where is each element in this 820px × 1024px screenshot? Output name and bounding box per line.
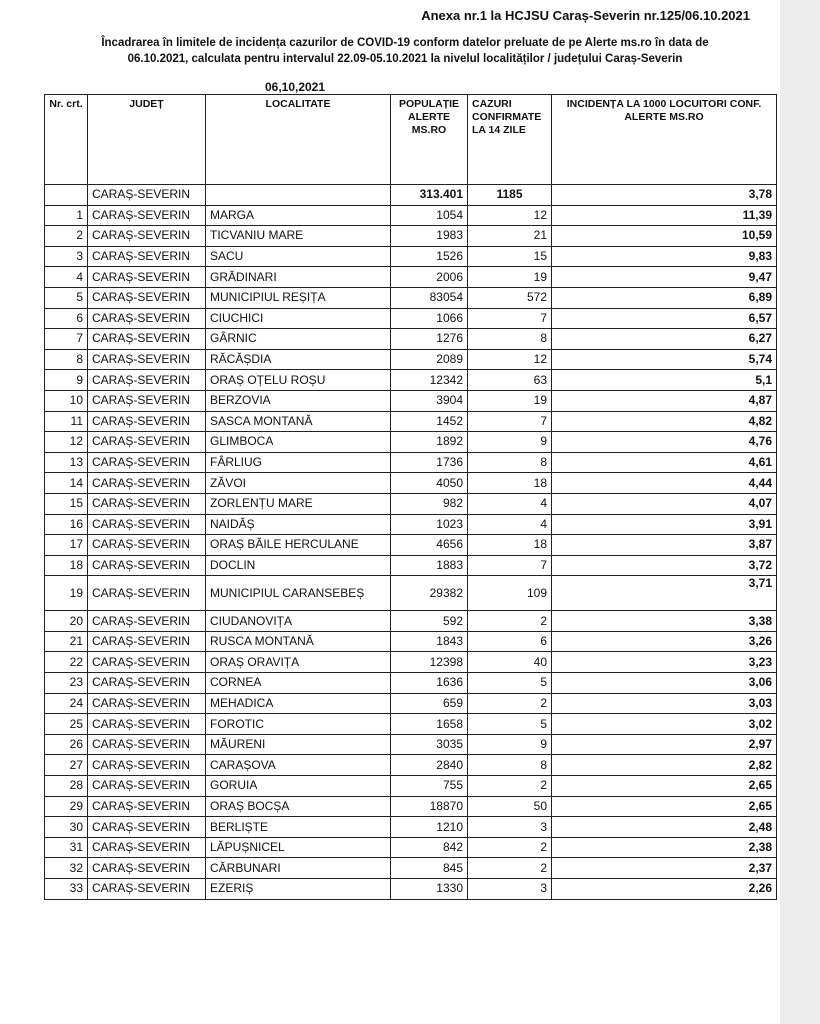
- cell-cases: 2: [468, 858, 552, 879]
- cell-population: 1892: [391, 432, 468, 453]
- cell-cases: 7: [468, 555, 552, 576]
- table-row: [45, 308, 777, 329]
- cell-population: 2006: [391, 267, 468, 288]
- table-row-total: [45, 185, 777, 206]
- table-row: [45, 514, 777, 535]
- cell-county: CARAȘ-SEVERIN: [88, 879, 206, 900]
- cell-locality: GORUIA: [206, 776, 391, 797]
- cell-locality: CIUCHICI: [206, 308, 391, 329]
- cell-locality: NAIDĂȘ: [206, 514, 391, 535]
- cell-population: 1843: [391, 631, 468, 652]
- cell-cases: 5: [468, 714, 552, 735]
- column-header-incidence: INCIDENȚA LA 1000 LOCUITORI CONF. ALERTE MS.RO: [552, 95, 777, 185]
- cell-cases: 3: [468, 817, 552, 838]
- cell-population: 1066: [391, 308, 468, 329]
- cell-nr: 9: [45, 370, 88, 391]
- cell-locality: ORAȘ BĂILE HERCULANE: [206, 535, 391, 556]
- cell-nr: 28: [45, 776, 88, 797]
- cell-incidence: 3,87: [552, 535, 777, 556]
- cell-locality: MARGA: [206, 205, 391, 226]
- cell-county: CARAȘ-SEVERIN: [88, 714, 206, 735]
- table-row: [45, 493, 777, 514]
- cell-population: 2089: [391, 349, 468, 370]
- cell-county: CARAȘ-SEVERIN: [88, 631, 206, 652]
- cell-nr: 16: [45, 514, 88, 535]
- cell-population: 1023: [391, 514, 468, 535]
- document-subtitle: [60, 35, 750, 67]
- cell-cases: 19: [468, 390, 552, 411]
- cell-population: 982: [391, 493, 468, 514]
- cell-county: CARAȘ-SEVERIN: [88, 185, 206, 206]
- column-header-nr: Nr. crt.: [45, 95, 88, 185]
- table-row: [45, 631, 777, 652]
- cell-cases: 8: [468, 755, 552, 776]
- cell-cases: 9: [468, 734, 552, 755]
- column-header-county: JUDEȚ: [88, 95, 206, 185]
- cell-nr: [45, 185, 88, 206]
- cell-cases: 1185: [468, 185, 552, 206]
- cell-incidence: 2,38: [552, 837, 777, 858]
- cell-nr: 23: [45, 673, 88, 694]
- table-row: [45, 246, 777, 267]
- table-row: [45, 555, 777, 576]
- cell-county: CARAȘ-SEVERIN: [88, 652, 206, 673]
- subtitle-line-1: Încadrarea în limitele de incidența cazurilor de COVID-19 conform datelor preluate de pe Alerte ms.ro în data de: [101, 37, 709, 49]
- cell-cases: 7: [468, 308, 552, 329]
- cell-incidence: 3,23: [552, 652, 777, 673]
- cell-nr: 33: [45, 879, 88, 900]
- cell-nr: 22: [45, 652, 88, 673]
- cell-nr: 11: [45, 411, 88, 432]
- cell-county: CARAȘ-SEVERIN: [88, 817, 206, 838]
- table-row: [45, 652, 777, 673]
- cell-locality: CARAȘOVA: [206, 755, 391, 776]
- cell-locality: ORAȘ OȚELU ROȘU: [206, 370, 391, 391]
- cell-locality: RUSCA MONTANĂ: [206, 631, 391, 652]
- column-header-locality: LOCALITATE: [206, 95, 391, 185]
- cell-county: CARAȘ-SEVERIN: [88, 693, 206, 714]
- cell-incidence: 6,27: [552, 329, 777, 350]
- cell-incidence: 3,38: [552, 611, 777, 632]
- cell-incidence: 4,76: [552, 432, 777, 453]
- table-row: [45, 329, 777, 350]
- cell-population: 18870: [391, 796, 468, 817]
- cell-incidence: 2,48: [552, 817, 777, 838]
- cell-incidence: 2,37: [552, 858, 777, 879]
- cell-locality: MUNICIPIUL CARANSEBEȘ: [206, 576, 391, 611]
- cell-incidence: 3,02: [552, 714, 777, 735]
- cell-incidence: 11,39: [552, 205, 777, 226]
- cell-locality: TICVANIU MARE: [206, 226, 391, 247]
- cell-incidence: 10,59: [552, 226, 777, 247]
- cell-incidence: 4,61: [552, 452, 777, 473]
- cell-cases: 18: [468, 473, 552, 494]
- table-row: [45, 390, 777, 411]
- cell-cases: 15: [468, 246, 552, 267]
- cell-incidence: 2,26: [552, 879, 777, 900]
- table-row: [45, 205, 777, 226]
- table-row: [45, 673, 777, 694]
- cell-nr: 3: [45, 246, 88, 267]
- cell-nr: 14: [45, 473, 88, 494]
- column-header-population: POPULAȚIE ALERTE MS.RO: [391, 95, 468, 185]
- cell-nr: 15: [45, 493, 88, 514]
- cell-cases: 5: [468, 673, 552, 694]
- cell-population: 1276: [391, 329, 468, 350]
- cell-nr: 24: [45, 693, 88, 714]
- table-row: [45, 714, 777, 735]
- cell-nr: 8: [45, 349, 88, 370]
- cell-population: 1054: [391, 205, 468, 226]
- annex-title: Anexa nr.1 la HCJSU Caraș-Severin nr.125/06.10.2021: [421, 8, 750, 23]
- cell-cases: 2: [468, 693, 552, 714]
- cell-population: 12398: [391, 652, 468, 673]
- cell-county: CARAȘ-SEVERIN: [88, 673, 206, 694]
- cell-locality: SASCA MONTANĂ: [206, 411, 391, 432]
- cell-population: 845: [391, 858, 468, 879]
- cell-incidence: 4,07: [552, 493, 777, 514]
- cell-county: CARAȘ-SEVERIN: [88, 205, 206, 226]
- cell-incidence: 4,82: [552, 411, 777, 432]
- cell-cases: 8: [468, 329, 552, 350]
- cell-county: CARAȘ-SEVERIN: [88, 514, 206, 535]
- table-row: [45, 226, 777, 247]
- table-row: [45, 858, 777, 879]
- table-row: [45, 734, 777, 755]
- cell-incidence: 3,03: [552, 693, 777, 714]
- table-row: [45, 576, 777, 611]
- side-margin-strip: [780, 0, 820, 1024]
- cell-nr: 12: [45, 432, 88, 453]
- table-header-row: [45, 95, 777, 185]
- cell-population: 1452: [391, 411, 468, 432]
- cell-population: 1330: [391, 879, 468, 900]
- cell-incidence: 2,97: [552, 734, 777, 755]
- cell-county: CARAȘ-SEVERIN: [88, 308, 206, 329]
- cell-population: 592: [391, 611, 468, 632]
- cell-population: 1658: [391, 714, 468, 735]
- cell-locality: MEHADICA: [206, 693, 391, 714]
- cell-nr: 19: [45, 576, 88, 611]
- cell-incidence: 3,72: [552, 555, 777, 576]
- cell-incidence: 9,47: [552, 267, 777, 288]
- cell-county: CARAȘ-SEVERIN: [88, 411, 206, 432]
- cell-locality: GRĂDINARI: [206, 267, 391, 288]
- cell-incidence: 2,82: [552, 755, 777, 776]
- cell-county: CARAȘ-SEVERIN: [88, 329, 206, 350]
- cell-population: 1983: [391, 226, 468, 247]
- cell-nr: 5: [45, 287, 88, 308]
- cell-cases: 12: [468, 205, 552, 226]
- cell-incidence: 9,83: [552, 246, 777, 267]
- cell-incidence: 6,89: [552, 287, 777, 308]
- cell-cases: 12: [468, 349, 552, 370]
- cell-population: 1526: [391, 246, 468, 267]
- cell-locality: BERZOVIA: [206, 390, 391, 411]
- cell-county: CARAȘ-SEVERIN: [88, 776, 206, 797]
- cell-cases: 109: [468, 576, 552, 611]
- cell-county: CARAȘ-SEVERIN: [88, 493, 206, 514]
- cell-nr: 29: [45, 796, 88, 817]
- cell-county: CARAȘ-SEVERIN: [88, 452, 206, 473]
- cell-population: 1736: [391, 452, 468, 473]
- cell-cases: 19: [468, 267, 552, 288]
- table-row: [45, 432, 777, 453]
- cell-incidence: 5,74: [552, 349, 777, 370]
- column-header-cases: CAZURI CONFIRMATE LA 14 ZILE: [468, 95, 552, 185]
- cell-nr: 27: [45, 755, 88, 776]
- table-row: [45, 776, 777, 797]
- table-row: [45, 817, 777, 838]
- cell-incidence: 4,44: [552, 473, 777, 494]
- cell-incidence: 2,65: [552, 776, 777, 797]
- cell-cases: 3: [468, 879, 552, 900]
- cell-county: CARAȘ-SEVERIN: [88, 390, 206, 411]
- cell-population: 1210: [391, 817, 468, 838]
- cell-population: 2840: [391, 755, 468, 776]
- cell-locality: FÂRLIUG: [206, 452, 391, 473]
- cell-county: CARAȘ-SEVERIN: [88, 611, 206, 632]
- cell-incidence: 3,91: [552, 514, 777, 535]
- table-row: [45, 796, 777, 817]
- cell-nr: 18: [45, 555, 88, 576]
- cell-incidence: 3,71: [552, 576, 777, 611]
- table-row: [45, 611, 777, 632]
- cell-county: CARAȘ-SEVERIN: [88, 837, 206, 858]
- cell-locality: ORAȘ BOCȘA: [206, 796, 391, 817]
- cell-cases: 8: [468, 452, 552, 473]
- cell-county: CARAȘ-SEVERIN: [88, 555, 206, 576]
- cell-county: CARAȘ-SEVERIN: [88, 246, 206, 267]
- cell-locality: MĂURENI: [206, 734, 391, 755]
- cell-cases: 4: [468, 514, 552, 535]
- table-row: [45, 452, 777, 473]
- table-row: [45, 370, 777, 391]
- table-date: 06,10,2021: [264, 80, 326, 94]
- cell-cases: 4: [468, 493, 552, 514]
- table-row: [45, 879, 777, 900]
- cell-locality: BERLIȘTE: [206, 817, 391, 838]
- cell-locality: GLIMBOCA: [206, 432, 391, 453]
- cell-locality: CĂRBUNARI: [206, 858, 391, 879]
- cell-locality: LĂPUȘNICEL: [206, 837, 391, 858]
- cell-population: 755: [391, 776, 468, 797]
- cell-locality: CIUDANOVIȚA: [206, 611, 391, 632]
- cell-county: CARAȘ-SEVERIN: [88, 796, 206, 817]
- cell-population: 659: [391, 693, 468, 714]
- cell-cases: 2: [468, 776, 552, 797]
- cell-population: 83054: [391, 287, 468, 308]
- cell-incidence: 6,57: [552, 308, 777, 329]
- cell-county: CARAȘ-SEVERIN: [88, 432, 206, 453]
- cell-county: CARAȘ-SEVERIN: [88, 755, 206, 776]
- cell-cases: 6: [468, 631, 552, 652]
- cell-nr: 13: [45, 452, 88, 473]
- cell-locality: [206, 185, 391, 206]
- cell-county: CARAȘ-SEVERIN: [88, 226, 206, 247]
- cell-cases: 2: [468, 837, 552, 858]
- cell-nr: 4: [45, 267, 88, 288]
- table-row: [45, 693, 777, 714]
- cell-nr: 26: [45, 734, 88, 755]
- cell-incidence: 3,26: [552, 631, 777, 652]
- cell-nr: 2: [45, 226, 88, 247]
- cell-locality: ZĂVOI: [206, 473, 391, 494]
- cell-nr: 25: [45, 714, 88, 735]
- cell-nr: 30: [45, 817, 88, 838]
- incidence-table: [44, 94, 777, 900]
- cell-locality: SACU: [206, 246, 391, 267]
- cell-locality: EZERIȘ: [206, 879, 391, 900]
- cell-population: 4050: [391, 473, 468, 494]
- cell-incidence: 3,78: [552, 185, 777, 206]
- table-row: [45, 411, 777, 432]
- cell-nr: 21: [45, 631, 88, 652]
- cell-county: CARAȘ-SEVERIN: [88, 370, 206, 391]
- cell-nr: 10: [45, 390, 88, 411]
- cell-cases: 18: [468, 535, 552, 556]
- cell-locality: DOCLIN: [206, 555, 391, 576]
- cell-population: 1883: [391, 555, 468, 576]
- cell-cases: 21: [468, 226, 552, 247]
- cell-county: CARAȘ-SEVERIN: [88, 535, 206, 556]
- cell-cases: 50: [468, 796, 552, 817]
- cell-incidence: 4,87: [552, 390, 777, 411]
- cell-county: CARAȘ-SEVERIN: [88, 858, 206, 879]
- cell-population: 3904: [391, 390, 468, 411]
- cell-cases: 9: [468, 432, 552, 453]
- subtitle-line-2: 06.10.2021, calculata pentru intervalul 22.09-05.10.2021 la nivelul localităților / județului Caraș-Severin: [127, 53, 683, 65]
- table-row: [45, 755, 777, 776]
- cell-county: CARAȘ-SEVERIN: [88, 734, 206, 755]
- cell-nr: 1: [45, 205, 88, 226]
- cell-nr: 32: [45, 858, 88, 879]
- cell-incidence: 2,65: [552, 796, 777, 817]
- cell-locality: GÂRNIC: [206, 329, 391, 350]
- cell-county: CARAȘ-SEVERIN: [88, 267, 206, 288]
- cell-locality: RĂCĂȘDIA: [206, 349, 391, 370]
- cell-population: 3035: [391, 734, 468, 755]
- cell-nr: 6: [45, 308, 88, 329]
- cell-county: CARAȘ-SEVERIN: [88, 473, 206, 494]
- cell-locality: CORNEA: [206, 673, 391, 694]
- cell-population: 4656: [391, 535, 468, 556]
- cell-cases: 7: [468, 411, 552, 432]
- cell-county: CARAȘ-SEVERIN: [88, 287, 206, 308]
- cell-population: 12342: [391, 370, 468, 391]
- cell-cases: 572: [468, 287, 552, 308]
- table-row: [45, 287, 777, 308]
- table-row: [45, 837, 777, 858]
- cell-nr: 7: [45, 329, 88, 350]
- cell-population: 842: [391, 837, 468, 858]
- cell-county: CARAȘ-SEVERIN: [88, 576, 206, 611]
- cell-nr: 17: [45, 535, 88, 556]
- table-row: [45, 535, 777, 556]
- cell-locality: FOROTIC: [206, 714, 391, 735]
- table-row: [45, 349, 777, 370]
- table-row: [45, 473, 777, 494]
- cell-population: 313.401: [391, 185, 468, 206]
- cell-locality: MUNICIPIUL REȘIȚA: [206, 287, 391, 308]
- cell-incidence: 3,06: [552, 673, 777, 694]
- cell-population: 1636: [391, 673, 468, 694]
- cell-locality: ZORLENȚU MARE: [206, 493, 391, 514]
- cell-cases: 40: [468, 652, 552, 673]
- cell-locality: ORAȘ ORAVIȚA: [206, 652, 391, 673]
- cell-population: 29382: [391, 576, 468, 611]
- cell-incidence: 5,1: [552, 370, 777, 391]
- cell-county: CARAȘ-SEVERIN: [88, 349, 206, 370]
- cell-nr: 20: [45, 611, 88, 632]
- cell-cases: 2: [468, 611, 552, 632]
- table-row: [45, 267, 777, 288]
- cell-nr: 31: [45, 837, 88, 858]
- cell-cases: 63: [468, 370, 552, 391]
